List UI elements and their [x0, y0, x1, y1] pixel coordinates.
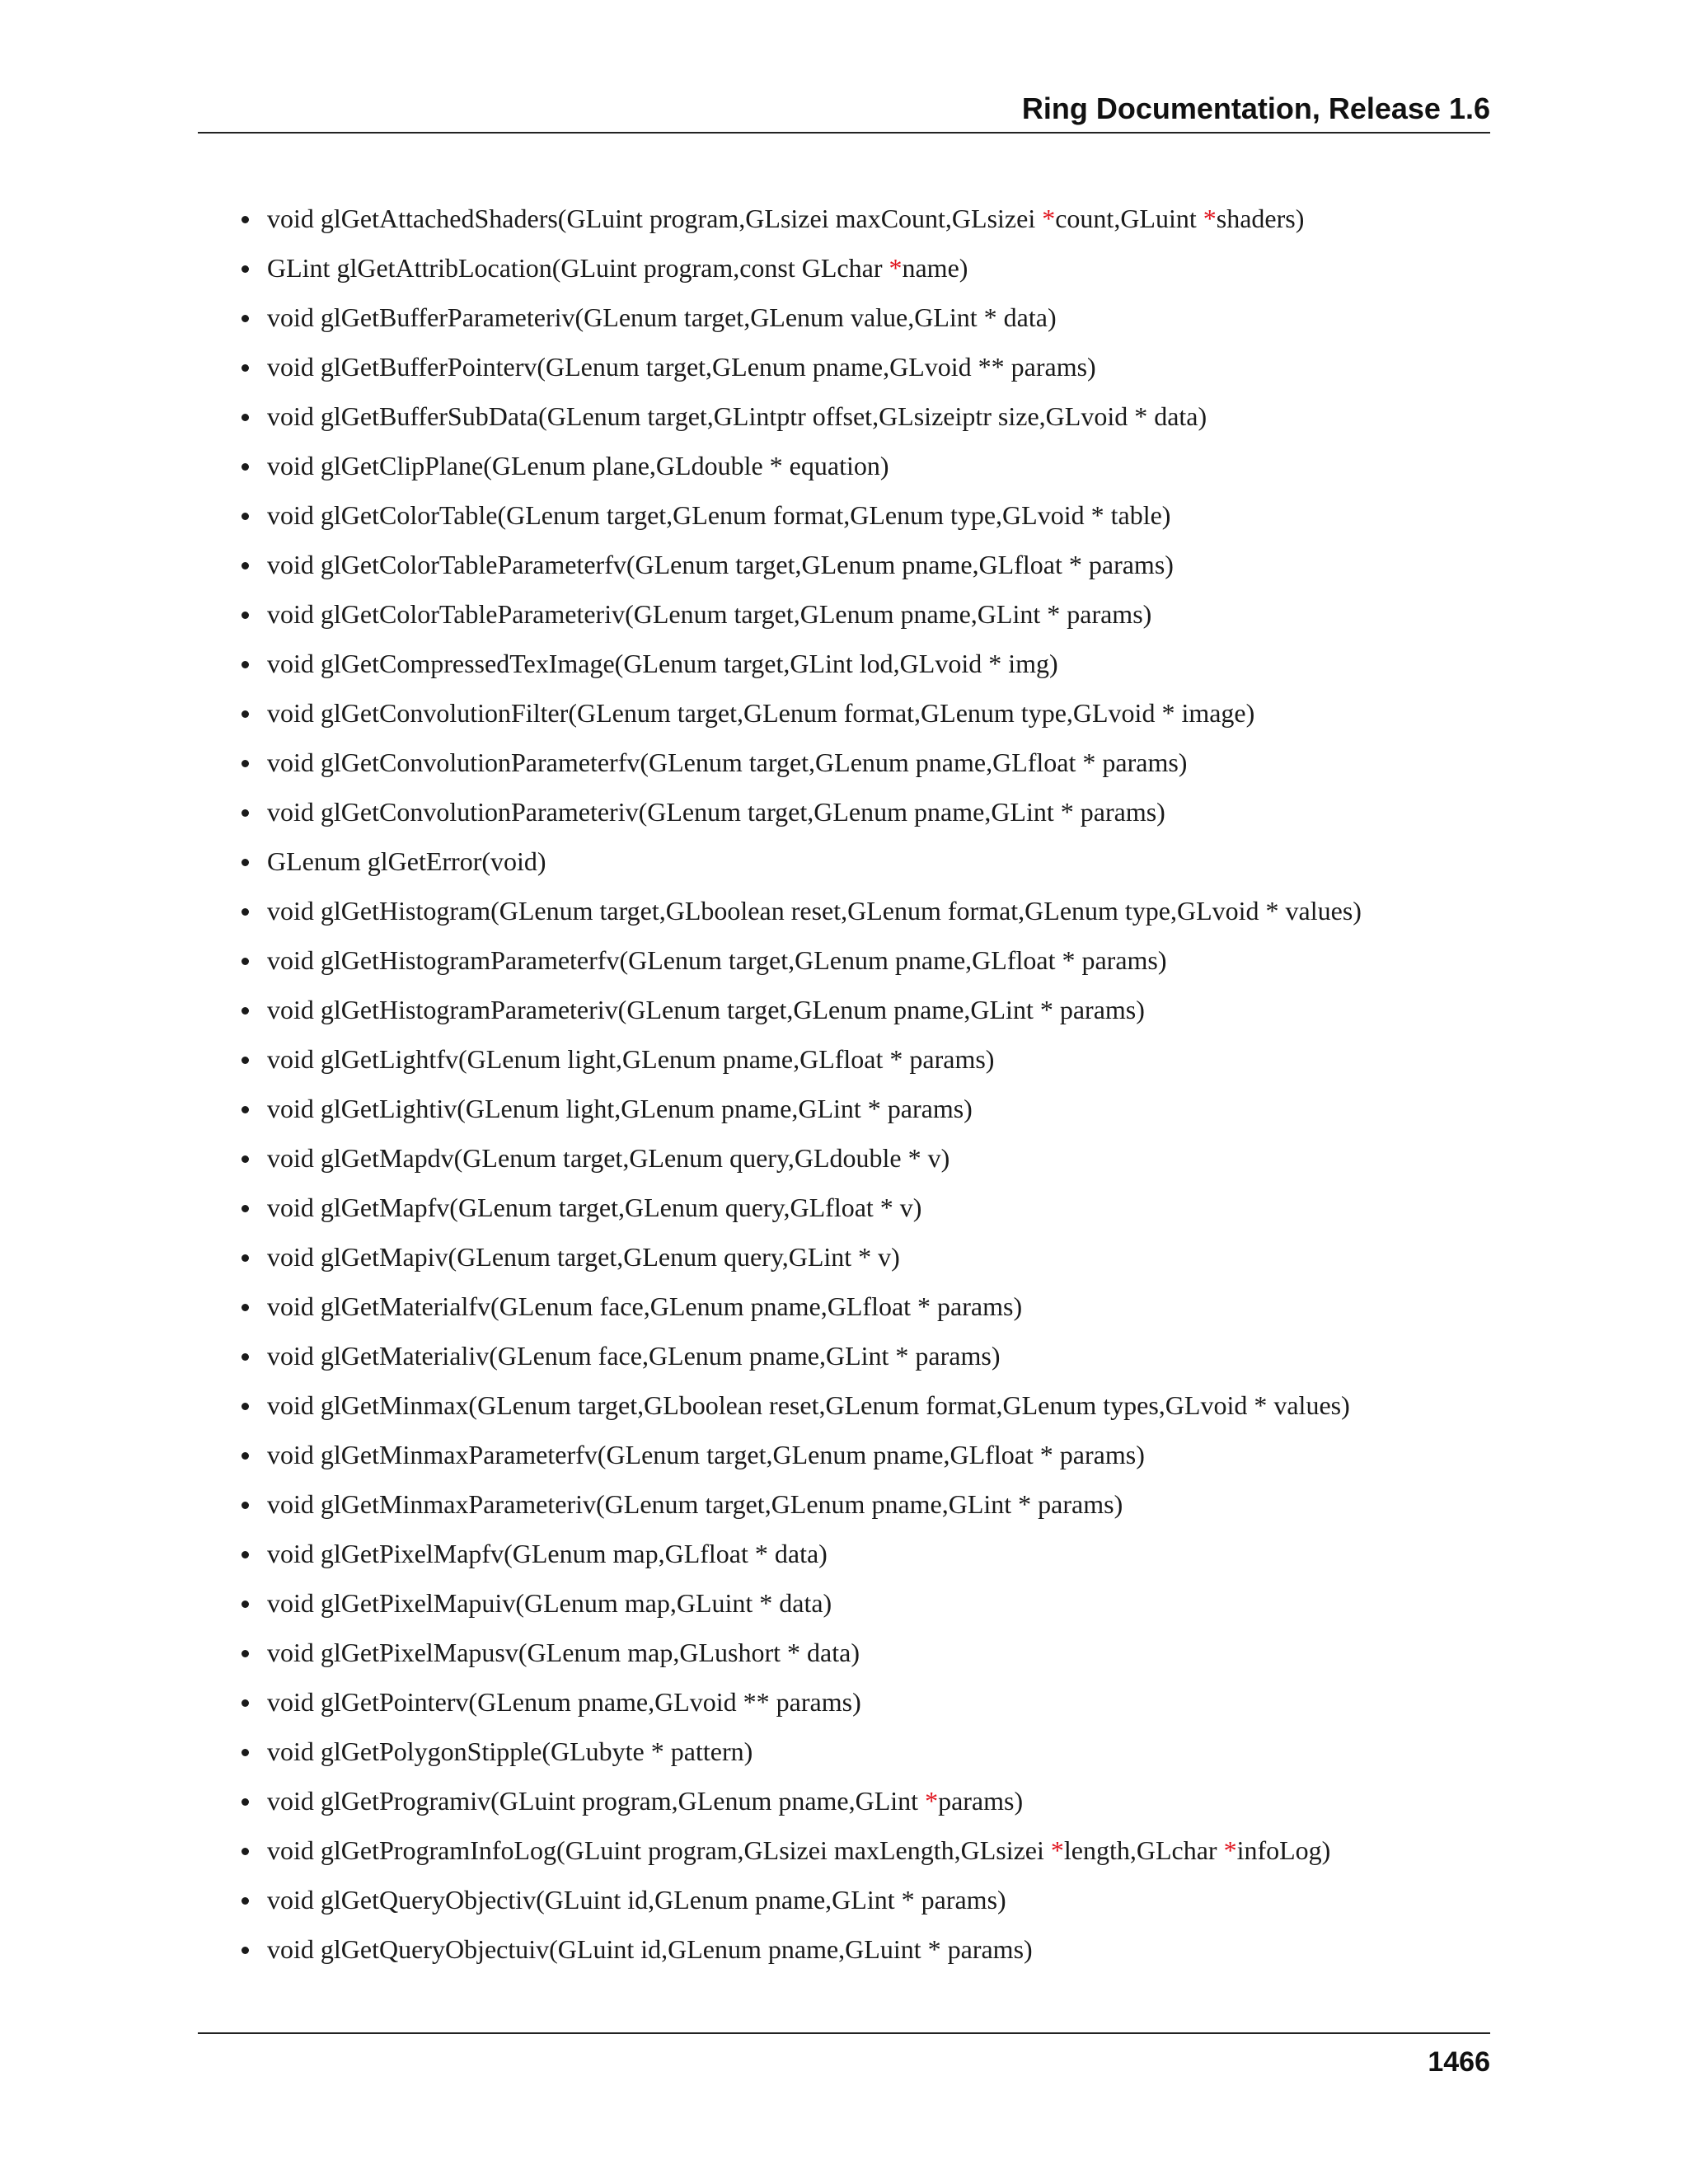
signature-text: void glGetMaterialiv(GLenum face,GLenum pname,GLint * params): [267, 1341, 1001, 1371]
bullet-icon: [241, 562, 249, 569]
list-item: [237, 1034, 1362, 1084]
signature-text: GLint glGetAttribLocation(GLuint program,const GLchar: [267, 253, 889, 283]
list-item: [237, 194, 1362, 243]
list-item: [237, 1232, 1362, 1282]
bullet-icon: [241, 908, 249, 916]
bullet-icon: [241, 1798, 249, 1806]
bullet-icon: [241, 1007, 249, 1015]
list-item: [237, 1331, 1362, 1380]
signature-text: void glGetColorTableParameterfv(GLenum target,GLenum pname,GLfloat * params): [267, 550, 1174, 579]
signature-text: GLenum glGetError(void): [267, 846, 546, 876]
bullet-icon: [241, 1106, 249, 1113]
bullet-icon: [241, 463, 249, 471]
signature-text: void glGetBufferPointerv(GLenum target,GLenum pname,GLvoid ** params): [267, 352, 1096, 382]
list-item: [237, 985, 1362, 1034]
bullet-icon: [241, 710, 249, 718]
list-item: [237, 1282, 1362, 1331]
bullet-icon: [241, 513, 249, 520]
pointer-asterisk: *: [1042, 204, 1056, 233]
list-item: [237, 1084, 1362, 1133]
signature-text: void glGetHistogram(GLenum target,GLboolean reset,GLenum format,GLenum type,GLvoid * values): [267, 896, 1362, 926]
list-item: [237, 1183, 1362, 1232]
signature-text: void glGetConvolutionParameterfv(GLenum target,GLenum pname,GLfloat * params): [267, 748, 1188, 777]
list-item: [237, 639, 1362, 688]
signature-text: void glGetLightfv(GLenum light,GLenum pname,GLfloat * params): [267, 1044, 995, 1074]
bullet-icon: [241, 364, 249, 372]
bullet-icon: [241, 315, 249, 322]
bullet-icon: [241, 1947, 249, 1954]
list-item: [237, 1133, 1362, 1183]
signature-text: void glGetProgramiv(GLuint program,GLenum pname,GLint: [267, 1786, 926, 1816]
signature-text: void glGetMapiv(GLenum target,GLenum query,GLint * v): [267, 1242, 900, 1272]
signature-text: void glGetPixelMapuiv(GLenum map,GLuint * data): [267, 1588, 832, 1618]
pointer-asterisk: *: [1203, 204, 1217, 233]
signature-text: void glGetColorTableParameteriv(GLenum target,GLenum pname,GLint * params): [267, 599, 1152, 629]
page-footer: [198, 2032, 1490, 2078]
signature-text: void glGetCompressedTexImage(GLenum target,GLint lod,GLvoid * img): [267, 649, 1058, 678]
list-item: [237, 391, 1362, 441]
list-item: [237, 1628, 1362, 1677]
list-item: [237, 490, 1362, 540]
bullet-icon: [241, 1353, 249, 1361]
bullet-icon: [241, 265, 249, 273]
bullet-icon: [241, 1848, 249, 1855]
signature-text: void glGetConvolutionFilter(GLenum target,GLenum format,GLenum type,GLvoid * image): [267, 698, 1255, 728]
signature-text: length,GLchar: [1063, 1835, 1224, 1865]
signature-text: void glGetPixelMapusv(GLenum map,GLushort * data): [267, 1638, 860, 1667]
list-item: [237, 589, 1362, 639]
signature-text: void glGetBufferSubData(GLenum target,GLintptr offset,GLsizeiptr size,GLvoid * data): [267, 401, 1207, 431]
pointer-asterisk: *: [1223, 1835, 1237, 1865]
list-item: [237, 441, 1362, 490]
list-item: [237, 1875, 1362, 1924]
page-header: [198, 92, 1490, 134]
bullet-icon: [241, 958, 249, 965]
signature-text: void glGetPointerv(GLenum pname,GLvoid ** params): [267, 1687, 861, 1717]
document-title: Ring Documentation, Release 1.6: [1021, 91, 1490, 125]
signature-text: params): [938, 1786, 1024, 1816]
bullet-icon: [241, 1601, 249, 1608]
bullet-icon: [241, 1650, 249, 1657]
bullet-icon: [241, 1551, 249, 1558]
signature-text: void glGetMaterialfv(GLenum face,GLenum pname,GLfloat * params): [267, 1291, 1023, 1321]
list-item: [237, 787, 1362, 837]
bullet-icon: [241, 1254, 249, 1262]
list-item: [237, 293, 1362, 342]
page-number: 1466: [1428, 2046, 1490, 2078]
list-item: [237, 1776, 1362, 1825]
signature-text: void glGetBufferParameteriv(GLenum target,GLenum value,GLint * data): [267, 302, 1057, 332]
signature-text: void glGetClipPlane(GLenum plane,GLdouble * equation): [267, 451, 889, 480]
bullet-icon: [241, 859, 249, 866]
bullet-icon: [241, 809, 249, 817]
list-item: [237, 1677, 1362, 1727]
signature-text: void glGetPixelMapfv(GLenum map,GLfloat * data): [267, 1539, 828, 1568]
signature-text: count,GLuint: [1055, 204, 1203, 233]
bullet-icon: [241, 661, 249, 668]
list-item: [237, 935, 1362, 985]
signature-text: void glGetMinmaxParameteriv(GLenum target,GLenum pname,GLint * params): [267, 1489, 1123, 1519]
list-item: [237, 342, 1362, 391]
list-item: [237, 1430, 1362, 1479]
signature-text: name): [902, 253, 968, 283]
pointer-asterisk: *: [1050, 1835, 1064, 1865]
bullet-icon: [241, 1699, 249, 1707]
pointer-asterisk: *: [925, 1786, 939, 1816]
list-item: [237, 1924, 1362, 1974]
function-signature-list: [237, 194, 1362, 1974]
bullet-icon: [241, 1452, 249, 1460]
list-item: [237, 1479, 1362, 1529]
signature-text: void glGetLightiv(GLenum light,GLenum pname,GLint * params): [267, 1094, 973, 1123]
bullet-icon: [241, 1057, 249, 1064]
list-item: [237, 886, 1362, 935]
bullet-icon: [241, 612, 249, 619]
signature-text: void glGetAttachedShaders(GLuint program,GLsizei maxCount,GLsizei: [267, 204, 1043, 233]
bullet-icon: [241, 1155, 249, 1163]
bullet-icon: [241, 1403, 249, 1410]
signature-text: void glGetPolygonStipple(GLubyte * pattern): [267, 1736, 753, 1766]
list-item: [237, 1529, 1362, 1578]
signature-text: void glGetMapdv(GLenum target,GLenum query,GLdouble * v): [267, 1143, 950, 1173]
bullet-icon: [241, 414, 249, 421]
list-item: [237, 837, 1362, 886]
bullet-icon: [241, 1304, 249, 1311]
bullet-icon: [241, 1897, 249, 1905]
list-item: [237, 540, 1362, 589]
bullet-icon: [241, 760, 249, 767]
bullet-icon: [241, 1749, 249, 1756]
signature-text: void glGetProgramInfoLog(GLuint program,GLsizei maxLength,GLsizei: [267, 1835, 1051, 1865]
pointer-asterisk: *: [889, 253, 903, 283]
bullet-icon: [241, 1502, 249, 1509]
signature-text: void glGetMapfv(GLenum target,GLenum query,GLfloat * v): [267, 1193, 922, 1222]
signature-text: void glGetQueryObjectiv(GLuint id,GLenum pname,GLint * params): [267, 1885, 1006, 1915]
bullet-icon: [241, 216, 249, 223]
bullet-icon: [241, 1205, 249, 1212]
signature-text: void glGetMinmaxParameterfv(GLenum target,GLenum pname,GLfloat * params): [267, 1440, 1145, 1469]
signature-text: void glGetMinmax(GLenum target,GLboolean reset,GLenum format,GLenum types,GLvoid * values): [267, 1390, 1350, 1420]
signature-text: void glGetHistogramParameteriv(GLenum target,GLenum pname,GLint * params): [267, 995, 1145, 1024]
list-item: [237, 1380, 1362, 1430]
list-item: [237, 1825, 1362, 1875]
signature-text: void glGetQueryObjectuiv(GLuint id,GLenum pname,GLuint * params): [267, 1934, 1033, 1964]
signature-text: shaders): [1216, 204, 1305, 233]
signature-text: void glGetConvolutionParameteriv(GLenum target,GLenum pname,GLint * params): [267, 797, 1165, 827]
list-item: [237, 243, 1362, 293]
list-item: [237, 1727, 1362, 1776]
signature-text: infoLog): [1236, 1835, 1331, 1865]
signature-text: void glGetHistogramParameterfv(GLenum target,GLenum pname,GLfloat * params): [267, 945, 1167, 975]
list-item: [237, 1578, 1362, 1628]
list-item: [237, 688, 1362, 738]
signature-text: void glGetColorTable(GLenum target,GLenum format,GLenum type,GLvoid * table): [267, 500, 1171, 530]
list-item: [237, 738, 1362, 787]
